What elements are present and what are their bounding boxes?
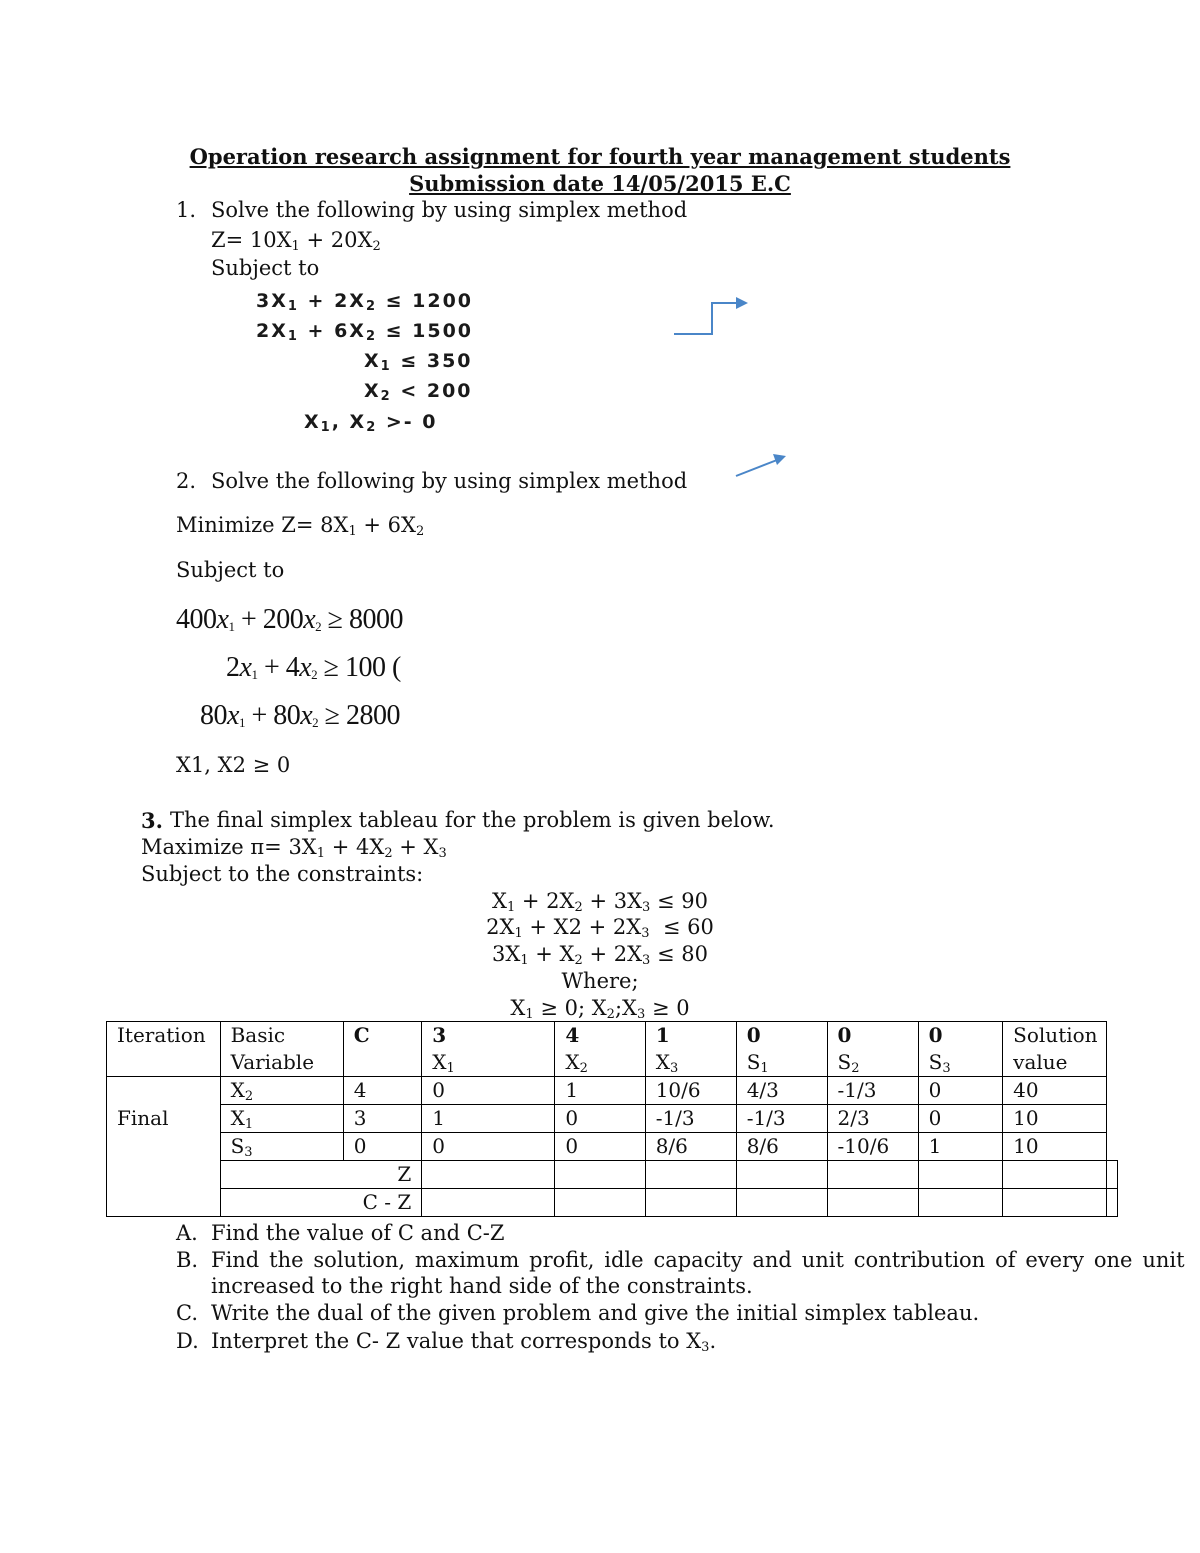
empty-cell: [918, 1161, 1003, 1189]
question-c-letter: C.: [176, 1301, 198, 1325]
q1-objective: $Z= 10X_1 + 20X_2$: [211, 228, 381, 254]
c-cell: 0: [343, 1133, 422, 1161]
value-cell: 0: [422, 1133, 555, 1161]
q3-objective: Maximize $\pi= 3X_1 + 4X_2 + X_3$: [141, 835, 447, 861]
q2-constraint-3: $80x_1 + 80x_2 \ge 2800$: [200, 700, 401, 731]
empty-cell: [422, 1189, 555, 1217]
header-iteration: Iteration: [107, 1022, 221, 1077]
value-cell: 1: [918, 1133, 1003, 1161]
header-x1: 3 $X_1$: [422, 1022, 555, 1077]
question-d-text: Interpret the C- Z value that corresponds to $X_3$.: [211, 1329, 717, 1355]
q2-subject-to: Subject to: [176, 558, 285, 582]
empty-cell: [827, 1189, 918, 1217]
diagonal-arrow-icon: [733, 452, 793, 482]
empty-cell: [1003, 1161, 1107, 1189]
simplex-tableau: [106, 1021, 1118, 1217]
value-cell: 0: [555, 1105, 645, 1133]
empty-cell: [422, 1161, 555, 1189]
value-cell: 1: [555, 1077, 645, 1105]
c-cell: 3: [343, 1105, 422, 1133]
value-cell: 4/3: [736, 1077, 827, 1105]
empty-cell: [736, 1161, 827, 1189]
header-s2: 0 $S_2$: [827, 1022, 918, 1077]
q2-instruction: Solve the following by using simplex method: [211, 469, 688, 493]
q1-constraint-3: $X_1 \le 350$: [364, 350, 473, 374]
empty-cell: [555, 1189, 645, 1217]
solution-cell: 10: [1003, 1133, 1107, 1161]
q1-constraint-2: $2X_1 + 6X_2 \le 1500$: [256, 320, 474, 344]
q2-constraint-1: $400x_1 + 200x_2 \ge 8000$: [176, 604, 404, 635]
q1-constraint-1: $3X_1 + 2X_2 \le 1200$: [256, 290, 474, 314]
header-s3: 0 $S_3$: [918, 1022, 1003, 1077]
value-cell: 1: [422, 1105, 555, 1133]
table-row: [107, 1077, 1118, 1105]
empty-cell: [1003, 1189, 1107, 1217]
value-cell: 0: [918, 1077, 1003, 1105]
q3-constraint-3: $3X_1 + X_2 + 2X_3 \le 80$: [492, 942, 708, 968]
empty-cell: [918, 1189, 1003, 1217]
empty-cell: [645, 1161, 736, 1189]
q3-subject-to: Subject to the constraints:: [141, 862, 424, 886]
basic-cell: $X_1$: [220, 1105, 343, 1133]
q3-nonnegativity: $X_1 \ge 0$; $X_2;X_3 \ge 0$: [510, 996, 690, 1022]
c-cell: 4: [343, 1077, 422, 1105]
empty-cell: [645, 1189, 736, 1217]
q3-constraint-2: $2X_1 + X2 + 2X_3 \le 60$: [486, 915, 714, 941]
tableau-header-row: [107, 1022, 1118, 1077]
cz-row: [107, 1189, 1118, 1217]
empty-cell: [1107, 1161, 1118, 1189]
empty-cell: [827, 1161, 918, 1189]
header-basic-variable: Basic Variable: [220, 1022, 343, 1077]
header-x3: 1 $X_3$: [645, 1022, 736, 1077]
q1-number: 1.: [176, 198, 197, 222]
cz-label: C - Z: [220, 1189, 422, 1217]
step-arrow-icon: [670, 292, 760, 342]
value-cell: -10/6: [827, 1133, 918, 1161]
iteration-final: Final: [107, 1077, 221, 1217]
basic-cell: $X_2$: [220, 1077, 343, 1105]
q2-objective: Minimize $Z= 8X_1 + 6X_2$: [176, 513, 425, 539]
question-c-text: Write the dual of the given problem and give the initial simplex tableau.: [211, 1301, 980, 1325]
value-cell: 0: [422, 1077, 555, 1105]
value-cell: 2/3: [827, 1105, 918, 1133]
q1-constraint-4: $X_2 < 200$: [364, 380, 473, 404]
q1-instruction: Solve the following by using simplex method: [211, 198, 688, 222]
basic-cell: $S_3$: [220, 1133, 343, 1161]
value-cell: 0: [918, 1105, 1003, 1133]
z-row: [107, 1161, 1118, 1189]
q2-number: 2.: [176, 469, 197, 493]
q2-nonnegativity: X1, X2 ≥ 0: [176, 753, 291, 777]
empty-cell: [1107, 1189, 1118, 1217]
table-row: [107, 1105, 1118, 1133]
value-cell: -1/3: [827, 1077, 918, 1105]
header-s1: 0 $S_1$: [736, 1022, 827, 1077]
value-cell: 8/6: [645, 1133, 736, 1161]
q1-subject-to: Subject to: [211, 256, 320, 280]
header-c: C: [343, 1022, 422, 1077]
question-d-letter: D.: [176, 1329, 199, 1353]
q3-where: Where;: [561, 969, 639, 993]
value-cell: -1/3: [736, 1105, 827, 1133]
question-b-letter: B.: [176, 1248, 199, 1272]
empty-cell: [555, 1161, 645, 1189]
question-b-text: Find the solution, maximum profit, idle capacity and unit contribution of every one unit: [211, 1248, 1185, 1272]
solution-cell: 40: [1003, 1077, 1107, 1105]
empty-cell: [736, 1189, 827, 1217]
value-cell: 10/6: [645, 1077, 736, 1105]
q2-constraint-2: $2x_1 + 4x_2 \ge 100$ (: [226, 652, 401, 683]
q3-intro: The final simplex tableau for the problem is given below.: [170, 808, 775, 832]
question-a-letter: A.: [176, 1221, 198, 1245]
submission-date: Submission date 14/05/2015 E.C: [409, 171, 791, 196]
q1-constraint-5: $X_1$, $X_2 >- 0$: [304, 411, 438, 435]
question-a-text: Find the value of C and C-Z: [211, 1221, 505, 1245]
solution-cell: 10: [1003, 1105, 1107, 1133]
table-row: [107, 1133, 1118, 1161]
q3-number: 3.: [141, 808, 163, 833]
document-title: Operation research assignment for fourth year management students: [189, 144, 1011, 169]
header-x2: 4 $X_2$: [555, 1022, 645, 1077]
value-cell: 0: [555, 1133, 645, 1161]
q3-constraint-1: $X_1 + 2X_2 + 3X_3 \le 90$: [492, 889, 708, 915]
z-label: Z: [220, 1161, 422, 1189]
value-cell: 8/6: [736, 1133, 827, 1161]
header-solution-value: Solution value: [1003, 1022, 1107, 1077]
value-cell: -1/3: [645, 1105, 736, 1133]
question-b-text-cont: increased to the right hand side of the constraints.: [211, 1274, 753, 1298]
